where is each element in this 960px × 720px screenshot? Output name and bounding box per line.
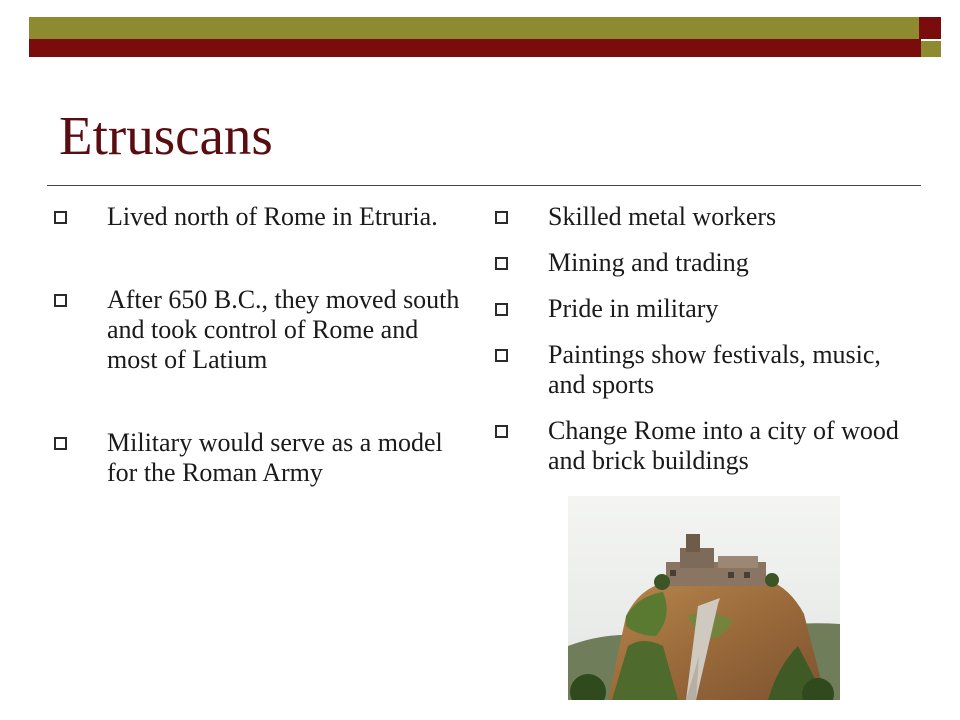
list-item xyxy=(493,248,923,278)
square-bullet-icon xyxy=(495,303,508,316)
list-item xyxy=(52,202,462,232)
square-bullet-icon xyxy=(495,257,508,270)
left-bullet-list xyxy=(52,202,462,488)
square-bullet-icon xyxy=(54,211,67,224)
right-bullet-list xyxy=(493,202,923,476)
list-item xyxy=(52,428,462,488)
corner-square-olive xyxy=(921,41,941,57)
bullet-text: After 650 B.C., they moved south and took control of Rome and most of Latium xyxy=(107,285,460,374)
square-bullet-icon xyxy=(54,294,67,307)
bullet-text: Change Rome into a city of wood and brick buildings xyxy=(548,416,899,475)
square-bullet-icon xyxy=(495,425,508,438)
list-item xyxy=(493,202,923,232)
slide-title: Etruscans xyxy=(59,105,273,166)
square-bullet-icon xyxy=(495,211,508,224)
bullet-text: Pride in military xyxy=(548,294,719,323)
square-bullet-icon xyxy=(54,437,67,450)
bullet-text: Military would serve as a model for the Roman Army xyxy=(107,428,443,487)
list-item xyxy=(493,416,923,476)
list-item xyxy=(493,294,923,324)
square-bullet-icon xyxy=(495,349,508,362)
bullet-text: Skilled metal workers xyxy=(548,202,777,231)
bullet-text: Lived north of Rome in Etruria. xyxy=(107,202,438,231)
header-bar-olive xyxy=(29,17,921,39)
hilltop-town-photo xyxy=(568,496,840,700)
corner-square-red xyxy=(919,17,941,39)
header-bar-red xyxy=(29,39,921,57)
bullet-text: Mining and trading xyxy=(548,248,749,277)
list-item xyxy=(493,340,923,400)
bullet-text: Paintings show festivals, music, and sports xyxy=(548,340,881,399)
list-item xyxy=(52,285,462,375)
title-divider xyxy=(47,185,921,186)
